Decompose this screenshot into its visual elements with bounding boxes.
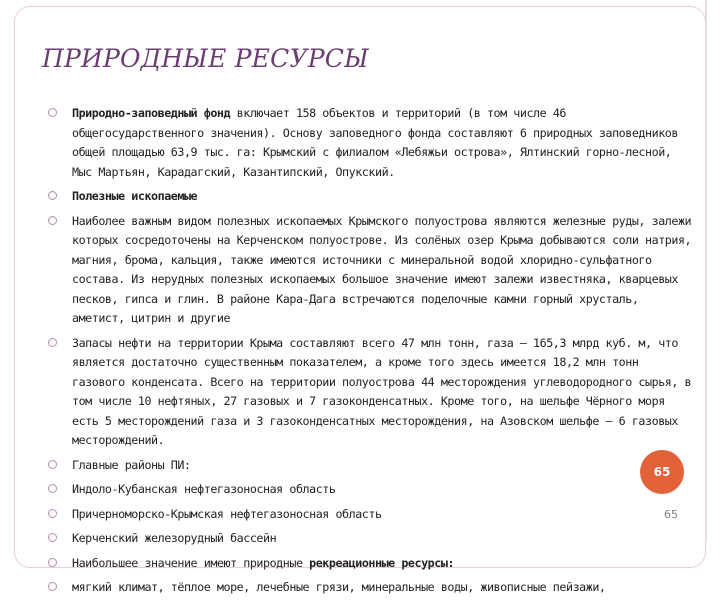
bullet-tail: рекреационные ресурсы: <box>309 555 455 570</box>
bullet-item-kerch-basin <box>48 529 696 549</box>
bullet-lead: Природно-заповедный фонд <box>72 106 231 120</box>
bullet-item-black-sea-crimea <box>48 505 696 525</box>
bullet-text: мягкий климат, тёплое море, лечебные грязи, минеральные воды, живописные пейзажи, <box>72 580 606 594</box>
bullet-item-indolo-kuban <box>48 480 696 500</box>
slide-number-badge: 65 <box>640 450 684 494</box>
bullet-circle-icon <box>48 338 57 347</box>
bullet-item-climate <box>48 578 696 598</box>
bullet-text: Главные районы ПИ: <box>72 457 191 472</box>
bullet-item-ores <box>48 212 696 329</box>
bullet-circle-icon <box>48 460 57 469</box>
bullet-text: Полезные ископаемые <box>72 189 198 203</box>
bullet-circle-icon <box>48 509 57 518</box>
slide-title: ПРИРОДНЫЕ РЕСУРСЫ <box>42 44 369 73</box>
bullet-list <box>48 104 696 603</box>
bullet-text: Наибольшее значение имеют природные <box>72 555 310 570</box>
bullet-item-recreation <box>48 554 696 574</box>
bullet-circle-icon <box>48 108 57 117</box>
slide-edge-line <box>705 0 707 540</box>
bullet-item-minerals-heading <box>48 187 696 207</box>
bullet-text: Керченский железорудный бассейн <box>72 531 277 545</box>
bullet-item-oil-gas <box>48 334 696 451</box>
bullet-item-nature-reserve-fund <box>48 104 696 182</box>
bullet-circle-icon <box>48 191 57 200</box>
bullet-circle-icon <box>48 484 57 493</box>
bullet-text: Наиболее важным видом полезных ископаемых Крымского полуострова являются железные руды, залежи которых сосредоточены на Керченском полуострове. Из солёных озер Крыма добываются соли натрия, магния, брома, кальция, также имеются источники с минеральной водой хлоридно-сульфатного состава. Из нерудных полезных ископаемых большое значение имеют залежи известняка, кварцевых песков, гипса и глин. В районе Кара-Дага встречаются поделочные камни горный хрусталь, аметист, цитрин и другие <box>72 213 692 325</box>
bullet-circle-icon <box>48 533 57 542</box>
bullet-text: Запасы нефти на территории Крыма составляют всего 47 млн тонн, газа — 165,3 млрд куб. м, что является достаточно существенным показателем, а кроме того здесь имеется 18,2 млн тонн газового конденсата. Всего на территории полуострова 44 месторождения углеводородного сырья, в том числе 10 нефтяных, 27 газовых и 7 газоконденсатных. Кроме того, на шельфе Чёрного моря есть 5 месторождений газа и 3 газоконденсатных месторождения, на Азовском шельфе — 6 газовых месторождений. <box>72 335 692 447</box>
bullet-item-main-regions <box>48 456 696 476</box>
bullet-text: Индоло-Кубанская нефтегазоносная область <box>72 482 336 496</box>
bullet-circle-icon <box>48 216 57 225</box>
page-number: 65 <box>664 508 678 521</box>
bullet-circle-icon <box>48 558 57 567</box>
bullet-text: включает 158 объектов и территорий (в том числе 46 общегосударственного значения). Основу заповедного фонда составляют 6 природных заповедников общей площадью 63,9 тыс. га: Крымский с филиалом «Лебяжьи острова», Ялтинский горно-лесной, Мыс Мартьян, Карадагский, Казантипский, Опукский. <box>72 106 678 179</box>
bullet-circle-icon <box>48 582 57 591</box>
bullet-text: Причерноморско-Крымская нефтегазоносная область <box>72 506 382 521</box>
